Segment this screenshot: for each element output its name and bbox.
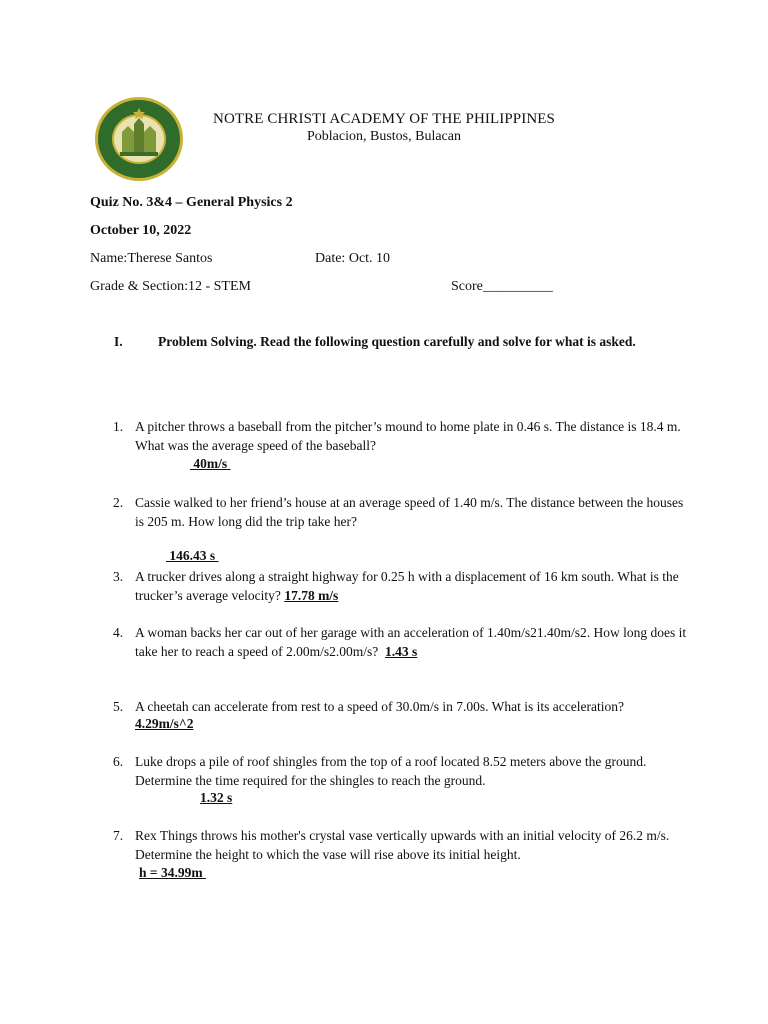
question-text: Cassie walked to her friend’s house at an average speed of 1.40 m/s. The distance between the houses is 205 m. How long did the trip take her? — [135, 495, 684, 529]
question-text: A cheetah can accelerate from rest to a speed of 30.0m/s in 7.00s. What is its acceleration? — [135, 699, 624, 714]
question-number: 6. — [113, 754, 124, 769]
question-text: A pitcher throws a baseball from the pitcher’s mound to home plate in 0.46 s. The distance is 18.4 m. What was the average speed of the baseball? — [135, 419, 681, 453]
section-instruction: Problem Solving. Read the following question carefully and solve for what is asked. — [158, 334, 636, 349]
answer-5: 4.29m/s^2 — [135, 716, 194, 731]
question-number: 1. — [113, 419, 124, 434]
name-field — [90, 251, 212, 267]
question-number: 7. — [113, 828, 124, 843]
question-number: 4. — [113, 625, 124, 640]
school-address: Poblacion, Bustos, Bulacan — [307, 129, 461, 144]
section-number: I. — [114, 334, 123, 349]
answer-7: h = 34.99m — [139, 865, 206, 880]
grade-section-field — [90, 279, 251, 295]
answer-1: 40m/s — [190, 456, 231, 471]
grade-label: Grade & Section: — [90, 279, 188, 294]
quiz-title: Quiz No. 3&4 – General Physics 2 — [90, 195, 293, 210]
name-label: Name: — [90, 251, 128, 266]
quiz-date: October 10, 2022 — [90, 223, 192, 238]
school-name: NOTRE CHRISTI ACADEMY OF THE PHILIPPINES — [213, 111, 555, 127]
question-text: Rex Things throws his mother's crystal vase vertically upwards with an initial velocity of 26.2 m/s. Determine the height to which the vase will rise above its initial height. — [135, 828, 670, 862]
answer-2: 146.43 s — [166, 548, 219, 563]
question-text: Luke drops a pile of roof shingles from the top of a roof located 8.52 meters above the ground. Determine the time required for the shingles to reach the ground. — [135, 754, 647, 788]
name-value: Therese Santos — [127, 251, 213, 266]
grade-value: 12 - STEM — [187, 279, 251, 294]
score-field: Score__________ — [451, 279, 553, 294]
question-text: A trucker drives along a straight highway for 0.25 h with a displacement of 16 km south. What is the trucker’s average velocity? 17.78 m/s — [135, 569, 679, 603]
answer-3: 17.78 m/s — [284, 588, 339, 603]
question-number: 2. — [113, 495, 124, 510]
date-value: Oct. 10 — [348, 251, 391, 266]
date-label: Date: — [315, 251, 346, 266]
answer-4: 1.43 s — [385, 644, 418, 659]
question-number: 3. — [113, 569, 124, 584]
answer-6: 1.32 s — [200, 790, 233, 805]
question-text: A woman backs her car out of her garage with an acceleration of 1.40m/s21.40m/s2. How long does it take her to reach a speed of 2.00m/s2.00m/s? 1.43 s — [135, 625, 687, 659]
question-number: 5. — [113, 699, 124, 714]
date-field — [315, 251, 390, 267]
